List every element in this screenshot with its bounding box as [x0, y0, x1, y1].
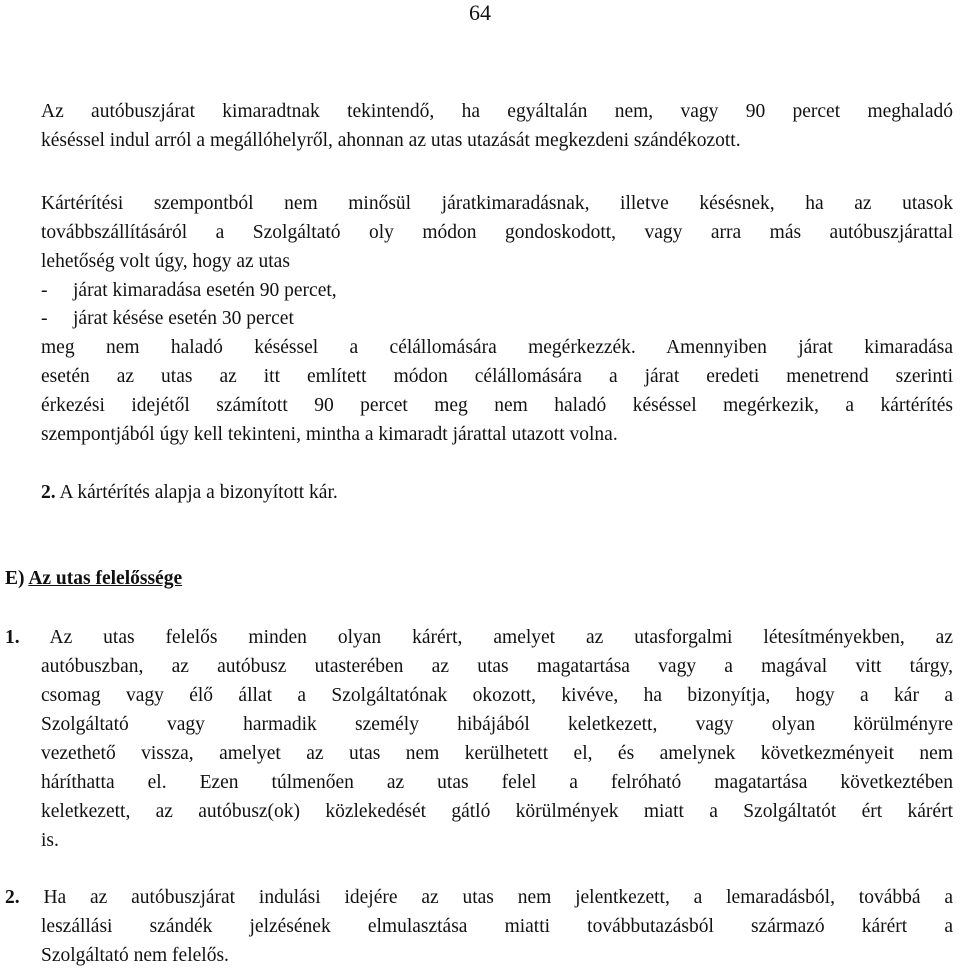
e-item2-line-2: leszállási szándék jelzésének elmulasztása miatti továbbutazásból származó kárért a: [41, 916, 953, 937]
para2-rest-line-4: szempontjából úgy kell tekinteni, mintha a kimaradt járattal utazott volna.: [41, 424, 618, 445]
para1-line-2: késéssel indul arról a megállóhelyről, ahonnan az utas utazását megkezdeni szándékozott.: [41, 130, 741, 151]
para2-line-2: továbbszállításáról a Szolgáltató oly módon gondoskodott, vagy arra más autóbuszjárattal: [41, 222, 953, 243]
e-item1-line-8: is.: [41, 830, 59, 851]
bullet-item-1: [41, 277, 337, 305]
e-item1-line-5: vezethető vissza, amelyet az utas nem kerülhetett el, és amelynek következményeit nem: [41, 743, 953, 764]
e-item1-line-4: Szolgáltató vagy harmadik személy hibájából keletkezett, vagy olyan körülményre: [41, 714, 953, 735]
e-item2-line-3: Szolgáltató nem felelős.: [41, 945, 229, 966]
page-number: 64: [469, 0, 491, 25]
para2-line-3: lehetőség volt úgy, hogy az utas: [41, 251, 290, 272]
section-e-title: Az utas felelőssége: [28, 568, 183, 589]
e-item1-line-3: csomag vagy élő állat a Szolgáltatónak okozott, kivéve, ha bizonyítja, hogy a kár a: [41, 685, 953, 706]
e-item1-text: Az utas felelős minden olyan kárért, amelyet az utasforgalmi létesítményekben, az: [49, 627, 953, 648]
item2: [41, 479, 338, 507]
para2-rest-line-1: meg nem haladó késéssel a célállomására megérkezzék. Amennyiben járat kimaradása: [41, 337, 953, 358]
para2-rest-line-3: érkezési idejétől számított 90 percet meg nem haladó késéssel megérkezik, a kártérítés: [41, 395, 953, 416]
bullet-dash: -: [41, 280, 48, 301]
bullet-text: járat késése esetén 30 percet: [73, 308, 294, 329]
section-e-heading: [5, 565, 182, 593]
item2-text: A kártérítés alapja a bizonyított kár.: [59, 482, 338, 503]
e-item2-text: Ha az autóbuszjárat indulási idejére az utas nem jelentkezett, a lemaradásból, továbbá a: [43, 887, 953, 908]
bullet-item-2: [41, 305, 294, 333]
bullet-dash: -: [41, 308, 48, 329]
e-item1-line-2: autóbuszban, az autóbusz utasterében az utas magatartása vagy a magával vitt tárgy,: [41, 656, 953, 677]
para2-rest-line-2: esetén az utas az itt említett módon célállomására a járat eredeti menetrend szerinti: [41, 366, 953, 387]
e-item2-line-1: [5, 884, 953, 912]
e-item1-line-6: háríthatta el. Ezen túlmenően az utas felel a felróható magatartása következtében: [41, 772, 953, 793]
e-item1-number: 1.: [5, 627, 20, 648]
item2-number: 2.: [41, 482, 56, 503]
bullet-text: járat kimaradása esetén 90 percet,: [73, 280, 337, 301]
section-e-prefix: E): [5, 568, 25, 589]
para1-line-1: Az autóbuszjárat kimaradtnak tekintendő, ha egyáltalán nem, vagy 90 percet meghaladó: [41, 101, 953, 122]
e-item1-line-7: keletkezett, az autóbusz(ok) közlekedését gátló körülmények miatt a Szolgáltatót ért kárért: [41, 801, 953, 822]
para2-line-1: Kártérítési szempontból nem minősül járatkimaradásnak, illetve késésnek, ha az utasok: [41, 193, 953, 214]
e-item1-line-1: [5, 624, 953, 652]
e-item2-number: 2.: [5, 887, 20, 908]
